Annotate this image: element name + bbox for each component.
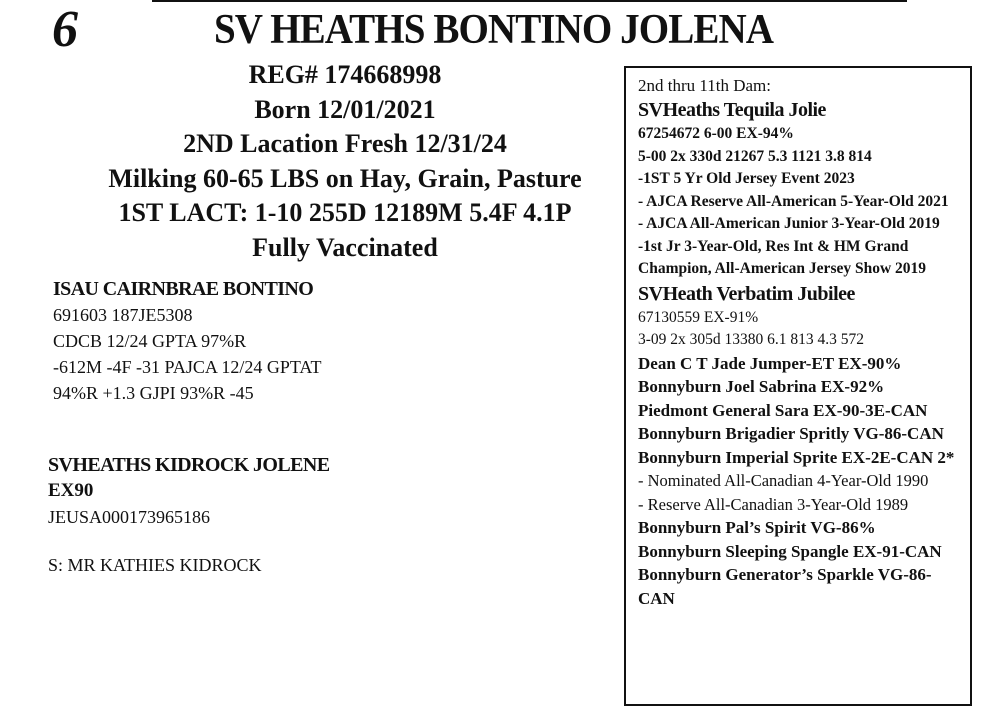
honor-line: - Reserve All-Canadian 3-Year-Old 1989: [638, 494, 909, 514]
ancestor-name: Bonnyburn Pal’s Spirit VG-86%: [638, 518, 876, 537]
second-dam-line: -1st Jr 3-Year-Old, Res Int & HM Grand Champion, All-American Jersey Show 2019: [638, 237, 927, 277]
honor-line: - Nominated All-Canadian 4-Year-Old 1990: [638, 471, 929, 490]
top-rule: [152, 0, 907, 2]
second-dam-name: SVHeaths Tequila Jolie: [638, 99, 826, 121]
dam-name: SVHEATHS KIDROCK JOLENE: [48, 454, 330, 476]
ancestor-name: Bonnyburn Imperial Sprite EX-2E-CAN 2*: [638, 447, 955, 467]
milking-info: Milking 60-65 LBS on Hay, Grain, Pasture: [108, 163, 582, 193]
spacer: [48, 530, 448, 552]
first-lactation-record: 1ST LACT: 1-10 255D 12189M 5.4F 4.1P: [118, 198, 572, 227]
sire-line: -612M -4F -31 PAJCA 12/24 GPTAT: [53, 357, 322, 377]
third-dam-line: 3-09 2x 305d 13380 6.1 813 4.3 572: [638, 331, 865, 348]
dam-block: [48, 452, 448, 578]
dam-registration: JEUSA000173965186: [48, 507, 211, 527]
dam-classification: EX90: [48, 480, 94, 501]
ancestor-name: Piedmont General Sara EX-90-3E-CAN: [638, 400, 928, 420]
second-dam-line: 67254672 6-00 EX-94%: [638, 125, 794, 142]
third-dam-name: SVHeath Verbatim Jubilee: [638, 282, 855, 305]
ancestor-name: Bonnyburn Generator’s Sparkle VG-86-CAN: [638, 565, 932, 608]
sire-line: 691603 187JE5308: [53, 305, 193, 325]
ancestor-name: Bonnyburn Sleeping Spangle EX-91-CAN: [638, 541, 942, 561]
ancestor-name: Dean C T Jade Jumper-ET EX-90%: [638, 353, 902, 373]
vaccination-status: Fully Vaccinated: [252, 232, 438, 262]
third-dam-line: 67130559 EX-91%: [638, 308, 759, 326]
ancestor-name: Bonnyburn Brigadier Spritly VG-86-CAN: [638, 424, 944, 443]
pedigree-box: [624, 66, 972, 706]
ancestor-name: Bonnyburn Joel Sabrina EX-92%: [638, 377, 885, 396]
animal-title: SV HEATHS BONTINO JOLENA: [214, 7, 774, 53]
birth-date: Born 12/01/2021: [254, 94, 436, 124]
sire-line: CDCB 12/24 GPTA 97%R: [53, 331, 247, 351]
lot-number: 6: [52, 1, 78, 58]
registration-number: REG# 174668998: [248, 60, 442, 89]
animal-details: [60, 58, 630, 265]
sire-name: ISAU CAIRNBRAE BONTINO: [53, 278, 314, 300]
lactation-fresh: 2ND Lacation Fresh 12/31/24: [183, 129, 507, 158]
sire-line: 94%R +1.3 GJPI 93%R -45: [53, 383, 254, 403]
second-dam-line: - AJCA All-American Junior 3-Year-Old 2019: [638, 215, 940, 232]
dam-sire: S: MR KATHIES KIDROCK: [48, 555, 262, 575]
pedigree-heading: 2nd thru 11th Dam:: [638, 76, 771, 95]
second-dam-line: - AJCA Reserve All-American 5-Year-Old 2021: [638, 192, 949, 210]
second-dam-line: -1ST 5 Yr Old Jersey Event 2023: [638, 170, 855, 187]
second-dam-line: 5-00 2x 330d 21267 5.3 1121 3.8 814: [638, 147, 872, 165]
sire-block: [53, 276, 453, 406]
